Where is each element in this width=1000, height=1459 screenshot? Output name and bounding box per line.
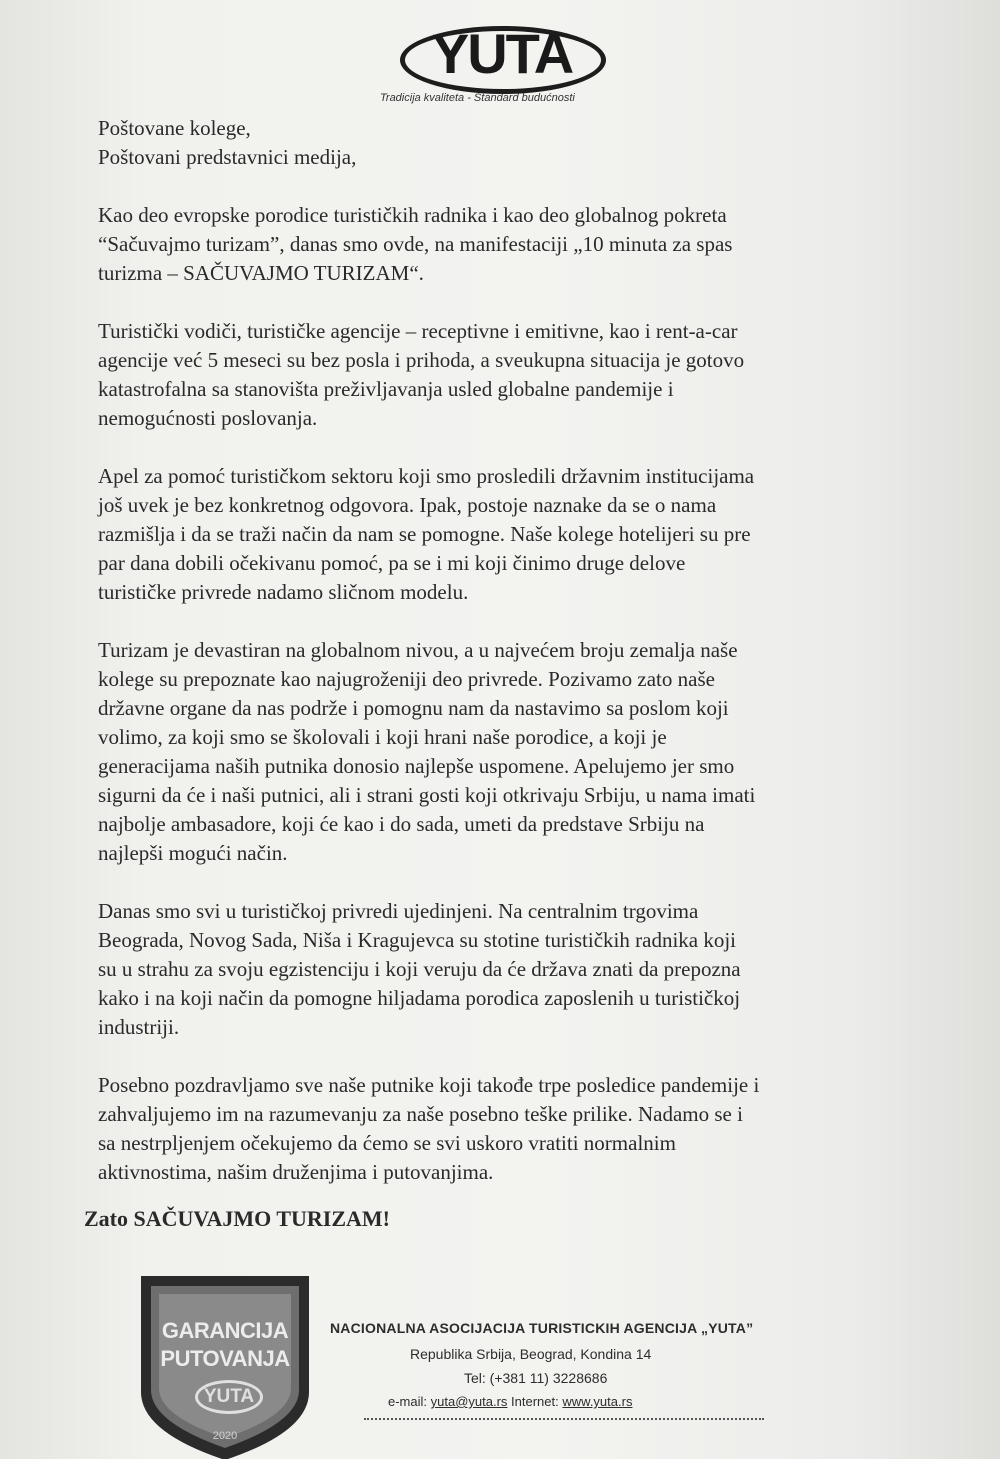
email-label: e-mail: xyxy=(388,1394,428,1409)
paragraph-line: državne organe da nas podrže i pomognu nam da nastavimo sa poslom koji xyxy=(98,696,729,720)
paragraph-line: Turizam je devastiran na globalnom nivou, a u najvećem broju zemalja naše xyxy=(98,638,738,662)
paragraph-line: sigurni da će i naši putnici, ali i strani gosti koji otkrivaju Srbiju, u nama imati xyxy=(98,783,756,807)
paragraph-line: turističke privrede nadamo sličnom modelu. xyxy=(98,580,469,604)
website-link[interactable]: www.yuta.rs xyxy=(562,1394,633,1409)
paragraph-line: turizma – SAČUVAJMO TURIZAM“. xyxy=(98,261,424,285)
logo-tagline: Tradicija kvaliteta - Standard budućnosti xyxy=(380,92,575,104)
paragraph-1 xyxy=(98,201,898,288)
paragraph-line: “Sačuvajmo turizam”, danas smo ovde, na manifestaciji „10 minuta za spas xyxy=(98,232,733,256)
closing-slogan: Zato SAČUVAJMO TURIZAM! xyxy=(84,1206,390,1231)
greeting-media: Poštovani predstavnici medija, xyxy=(98,145,357,169)
paragraph-line: kako i na koji način da pomogne hiljadama porodica zaposlenih u turističkoj xyxy=(98,986,741,1010)
guarantee-badge xyxy=(135,1272,315,1459)
paragraph-6 xyxy=(98,1071,898,1187)
letter-body xyxy=(98,114,898,1187)
paragraph-line: razmišlja i da se traži način da nam se pomogne. Naše kolege hotelijeri su pre xyxy=(98,522,751,546)
badge-year: 2020 xyxy=(212,1430,238,1442)
paragraph-line: Turistički vodiči, turističke agencije – receptivne i emitivne, kao i rent-a-car xyxy=(98,319,738,343)
contact-links xyxy=(388,1394,632,1409)
paragraph-line: Danas smo svi u turističkoj privredi ujedinjeni. Na centralnim trgovima xyxy=(98,899,699,923)
paragraph-line: nemogućnosti poslovanja. xyxy=(98,406,318,430)
greeting-colleagues: Poštovane kolege, xyxy=(98,116,251,140)
paragraph-line: generacijama naših putnika donosio najlepše uspomene. Apelujemo jer smo xyxy=(98,754,735,778)
paragraph-4 xyxy=(98,636,898,868)
badge-line-2: PUTOVANJA xyxy=(160,1346,290,1371)
paragraph-line: Posebno pozdravljamo sve naše putnike koji takođe trpe posledice pandemije i xyxy=(98,1073,760,1097)
paragraph-line: najlepši mogući način. xyxy=(98,841,288,865)
organization-name: NACIONALNA ASOCIJACIJA TURISTICKIH AGENCIJA „YUTA” xyxy=(330,1320,754,1336)
paragraph-line: katastrofalna sa stanovišta preživljavanja usled globalne pandemije i xyxy=(98,377,674,401)
email-link[interactable]: yuta@yuta.rs xyxy=(430,1394,508,1409)
badge-yuta-logo: YUTA xyxy=(195,1380,263,1414)
paragraph-line: Apel za pomoć turističkom sektoru koji smo prosledili državnim institucijama xyxy=(98,464,755,488)
paragraph-line: zahvaljujemo im na razumevanju za naše posebno teške prilike. Nadamo se i xyxy=(98,1102,743,1126)
address: Republika Srbija, Beograd, Kondina 14 xyxy=(410,1346,652,1362)
paragraph-line: aktivnostima, našim druženjima i putovanjima. xyxy=(98,1160,494,1184)
paragraph-3 xyxy=(98,462,898,607)
paragraph-5 xyxy=(98,897,898,1042)
paragraph-2 xyxy=(98,317,898,433)
logo-text: YUTA xyxy=(431,22,573,85)
paragraph-line: su u strahu za svoju egzistenciju i koji veruju da će država znati da prepozna xyxy=(98,957,741,981)
paragraph-line: kolege su prepoznate kao najugroženiji deo privrede. Pozivamo zato naše xyxy=(98,667,715,691)
dotted-divider xyxy=(364,1418,764,1420)
paragraph-line: najbolje ambasadore, koji će kao i do sada, umeti da predstave Srbiju na xyxy=(98,812,705,836)
paragraph-line: agencije već 5 meseci su bez posla i prihoda, a sveukupna situacija je gotovo xyxy=(98,348,745,372)
paragraph-line: industriji. xyxy=(98,1015,180,1039)
contact-block xyxy=(330,1320,790,1409)
paragraph-line: Beograda, Novog Sada, Niša i Kragujevca su stotine turističkih radnika koji xyxy=(98,928,737,952)
paragraph-line: još uvek je bez konkretnog odgovora. Ipak, postoje naznake da se o nama xyxy=(98,493,717,517)
paragraph-line: par dana dobili očekivanu pomoć, pa se i mi koji činimo druge delove xyxy=(98,551,686,575)
badge-line-1: GARANCIJA xyxy=(161,1318,289,1343)
internet-label: Internet: xyxy=(511,1394,559,1409)
paragraph-line: sa nestrpljenjem očekujemo da ćemo se svi uskoro vratiti normalnim xyxy=(98,1131,676,1155)
paragraph-line: Kao deo evropske porodice turističkih radnika i kao deo globalnog pokreta xyxy=(98,203,727,227)
paragraph-line: volimo, za koji smo se školovali i koji hrani naše porodice, a koji je xyxy=(98,725,667,749)
telephone: Tel: (+381 11) 3228686 xyxy=(464,1370,608,1386)
